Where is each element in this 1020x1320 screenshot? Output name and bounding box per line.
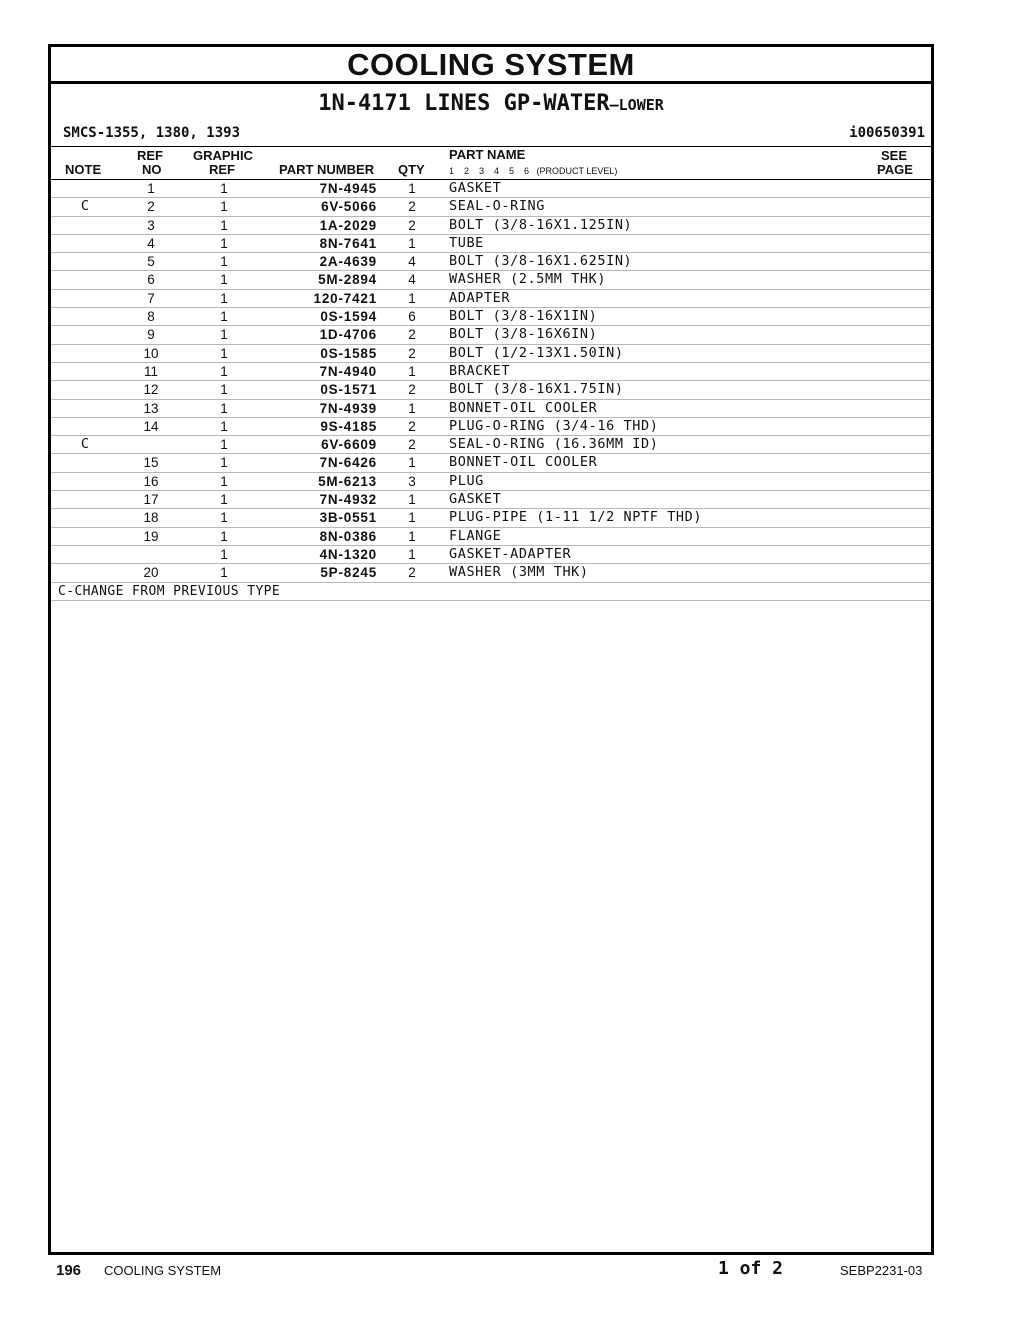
row-qty: 2 xyxy=(408,437,416,453)
row-graphic-ref: 1 xyxy=(220,309,228,325)
footer-page-number: 196 xyxy=(56,1262,82,1279)
row-part-number: 5P-8245 xyxy=(320,565,377,581)
row-ref-no: 12 xyxy=(143,382,159,398)
table-row xyxy=(51,217,931,235)
row-graphic-ref: 1 xyxy=(220,363,228,379)
row-part-name: BRACKET xyxy=(449,362,511,379)
table-row xyxy=(51,528,931,546)
header-see-top: SEE xyxy=(881,148,908,163)
table-row xyxy=(51,308,931,326)
header-ref-top: REF xyxy=(137,148,163,163)
row-part-number: 5M-2894 xyxy=(318,272,377,288)
row-qty: 1 xyxy=(408,528,416,544)
row-part-number: 8N-0386 xyxy=(319,528,377,544)
row-graphic-ref: 1 xyxy=(220,235,228,251)
row-part-name: GASKET xyxy=(449,180,502,196)
row-part-name: BOLT (1/2-13X1.50IN) xyxy=(449,344,624,361)
row-note: C xyxy=(80,436,90,453)
table-row xyxy=(51,564,931,582)
row-part-name: SEAL-O-RING xyxy=(449,198,546,215)
smcs-codes: SMCS-1355, 1380, 1393 xyxy=(63,125,241,141)
header-qty: QTY xyxy=(398,162,425,177)
row-part-number: 4N-1320 xyxy=(319,546,377,562)
row-part-name: PLUG-PIPE (1-11 1/2 NPTF THD) xyxy=(449,509,703,526)
row-ref-no: 18 xyxy=(143,510,159,526)
row-qty: 1 xyxy=(408,235,416,251)
table-row xyxy=(51,180,931,198)
row-ref-no: 14 xyxy=(143,418,159,434)
row-qty: 2 xyxy=(408,217,416,233)
row-ref-no: 15 xyxy=(143,455,159,471)
table-header xyxy=(51,147,931,180)
row-part-name: GASKET xyxy=(449,491,502,508)
row-qty: 2 xyxy=(408,345,416,361)
table-row xyxy=(51,473,931,491)
table-row xyxy=(51,491,931,509)
table-row xyxy=(51,253,931,271)
page-footer xyxy=(0,1256,1020,1286)
row-part-number: 1A-2029 xyxy=(319,217,377,233)
row-part-number: 7N-4932 xyxy=(319,492,377,508)
row-part-number: 0S-1571 xyxy=(320,382,377,398)
row-qty: 2 xyxy=(408,418,416,434)
group-title xyxy=(51,84,931,120)
row-part-name: BONNET-OIL COOLER xyxy=(449,399,598,416)
row-qty: 4 xyxy=(408,254,416,270)
row-part-number: 7N-6426 xyxy=(319,455,377,471)
row-qty: 1 xyxy=(408,455,416,471)
row-qty: 1 xyxy=(408,290,416,306)
row-graphic-ref: 1 xyxy=(220,565,228,581)
table-row xyxy=(51,509,931,527)
row-ref-no: 7 xyxy=(147,290,155,306)
row-part-name: BOLT (3/8-16X1.75IN) xyxy=(449,381,624,398)
row-part-number: 5M-6213 xyxy=(318,473,377,489)
row-part-name: BOLT (3/8-16X1.125IN) xyxy=(449,216,633,233)
header-note: NOTE xyxy=(65,162,102,177)
row-ref-no: 2 xyxy=(147,199,155,215)
footnote: C-CHANGE FROM PREVIOUS TYPE xyxy=(51,583,931,601)
header-part-number: PART NUMBER xyxy=(279,162,375,177)
footer-page-of: 1 of 2 xyxy=(718,1258,784,1279)
row-part-name: TUBE xyxy=(449,234,484,251)
row-part-number: 0S-1585 xyxy=(320,345,377,361)
row-qty: 2 xyxy=(408,327,416,343)
table-row xyxy=(51,546,931,564)
row-part-name: WASHER (3MM THK) xyxy=(449,564,589,581)
row-graphic-ref: 1 xyxy=(220,546,228,562)
row-graphic-ref: 1 xyxy=(220,473,228,489)
row-graphic-ref: 1 xyxy=(220,254,228,270)
row-part-number: 3B-0551 xyxy=(319,510,377,526)
header-graphic-bottom: REF xyxy=(209,162,235,177)
row-part-number: 1D-4706 xyxy=(319,327,377,343)
row-qty: 3 xyxy=(408,473,416,489)
illustration-id: i00650391 xyxy=(849,125,925,141)
row-graphic-ref: 1 xyxy=(220,510,228,526)
row-part-number: 7N-4939 xyxy=(319,400,377,416)
row-qty: 2 xyxy=(408,199,416,215)
row-graphic-ref: 1 xyxy=(220,181,228,196)
row-ref-no: 10 xyxy=(143,345,159,361)
table-row xyxy=(51,271,931,289)
row-graphic-ref: 1 xyxy=(220,455,228,471)
table-row xyxy=(51,381,931,399)
row-graphic-ref: 1 xyxy=(220,290,228,306)
table-row xyxy=(51,418,931,436)
row-qty: 6 xyxy=(408,309,416,325)
table-row xyxy=(51,454,931,472)
footer-document-number: SEBP2231-03 xyxy=(840,1263,923,1278)
table-row xyxy=(51,235,931,253)
row-part-name: WASHER (2.5MM THK) xyxy=(449,271,607,288)
header-ref-bottom: NO xyxy=(142,162,162,177)
row-ref-no: 6 xyxy=(147,272,155,288)
row-part-name: BOLT (3/8-16X6IN) xyxy=(449,326,598,343)
row-ref-no: 8 xyxy=(147,309,155,325)
row-part-name: SEAL-O-RING (16.36MM ID) xyxy=(449,436,659,453)
section-title: COOLING SYSTEM xyxy=(51,47,931,84)
row-ref-no: 5 xyxy=(147,254,155,270)
row-ref-no: 9 xyxy=(147,327,155,343)
row-part-name: BOLT (3/8-16X1.625IN) xyxy=(449,253,633,270)
row-part-name: BONNET-OIL COOLER xyxy=(449,454,598,471)
row-part-name: ADAPTER xyxy=(449,289,511,306)
row-note: C xyxy=(80,198,90,215)
row-ref-no: 11 xyxy=(143,363,158,379)
row-qty: 1 xyxy=(408,546,416,562)
header-see-bottom: PAGE xyxy=(877,162,913,177)
table-row xyxy=(51,326,931,344)
row-ref-no: 3 xyxy=(147,217,155,233)
row-part-name: PLUG xyxy=(449,472,484,489)
row-graphic-ref: 1 xyxy=(220,217,228,233)
table-row xyxy=(51,436,931,454)
row-part-name: PLUG-O-RING (3/4-16 THD) xyxy=(449,417,659,434)
row-part-number: 8N-7641 xyxy=(319,235,377,251)
row-graphic-ref: 1 xyxy=(220,345,228,361)
row-qty: 1 xyxy=(408,492,416,508)
row-part-number: 120-7421 xyxy=(313,290,377,306)
table-row xyxy=(51,290,931,308)
row-graphic-ref: 1 xyxy=(220,437,228,453)
row-ref-no: 19 xyxy=(143,528,159,544)
group-title-suffix: —LOWER xyxy=(609,96,664,114)
row-part-number: 7N-4940 xyxy=(319,363,377,379)
header-graphic-top: GRAPHIC xyxy=(193,148,253,163)
row-graphic-ref: 1 xyxy=(220,492,228,508)
row-part-number: 2A-4639 xyxy=(319,254,377,270)
row-ref-no: 1 xyxy=(147,181,155,196)
table-row xyxy=(51,400,931,418)
group-title-main: 1N-4171 LINES GP-WATER xyxy=(318,91,610,116)
row-part-number: 9S-4185 xyxy=(320,418,377,434)
row-qty: 2 xyxy=(408,565,416,581)
parts-table-body xyxy=(51,180,931,583)
row-ref-no: 20 xyxy=(143,565,159,581)
row-graphic-ref: 1 xyxy=(220,418,228,434)
table-row xyxy=(51,363,931,381)
table-row xyxy=(51,345,931,363)
row-graphic-ref: 1 xyxy=(220,528,228,544)
row-graphic-ref: 1 xyxy=(220,272,228,288)
row-part-number: 6V-5066 xyxy=(321,199,377,215)
row-ref-no: 13 xyxy=(143,400,159,416)
row-part-name: FLANGE xyxy=(449,527,502,544)
row-graphic-ref: 1 xyxy=(220,400,228,416)
row-ref-no: 16 xyxy=(143,473,159,489)
row-part-name: BOLT (3/8-16X1IN) xyxy=(449,308,598,325)
row-qty: 1 xyxy=(408,510,416,526)
header-product-level: 1 2 3 4 5 6 (PRODUCT LEVEL) xyxy=(449,166,618,176)
row-part-name: GASKET-ADAPTER xyxy=(449,545,572,562)
parts-page-frame xyxy=(48,44,934,1255)
row-qty: 4 xyxy=(408,272,416,288)
smcs-row xyxy=(51,120,931,147)
row-qty: 1 xyxy=(408,181,416,196)
row-graphic-ref: 1 xyxy=(220,327,228,343)
row-ref-no: 17 xyxy=(143,492,159,508)
row-part-number: 0S-1594 xyxy=(320,309,377,325)
row-qty: 1 xyxy=(408,400,416,416)
row-graphic-ref: 1 xyxy=(220,199,228,215)
row-qty: 2 xyxy=(408,382,416,398)
row-graphic-ref: 1 xyxy=(220,382,228,398)
row-ref-no: 4 xyxy=(147,235,155,251)
footer-section: COOLING SYSTEM xyxy=(104,1263,222,1278)
table-row xyxy=(51,198,931,216)
row-part-number: 7N-4945 xyxy=(319,181,377,196)
row-part-number: 6V-6609 xyxy=(321,437,377,453)
header-part-name: PART NAME xyxy=(449,147,526,162)
row-qty: 1 xyxy=(408,363,416,379)
